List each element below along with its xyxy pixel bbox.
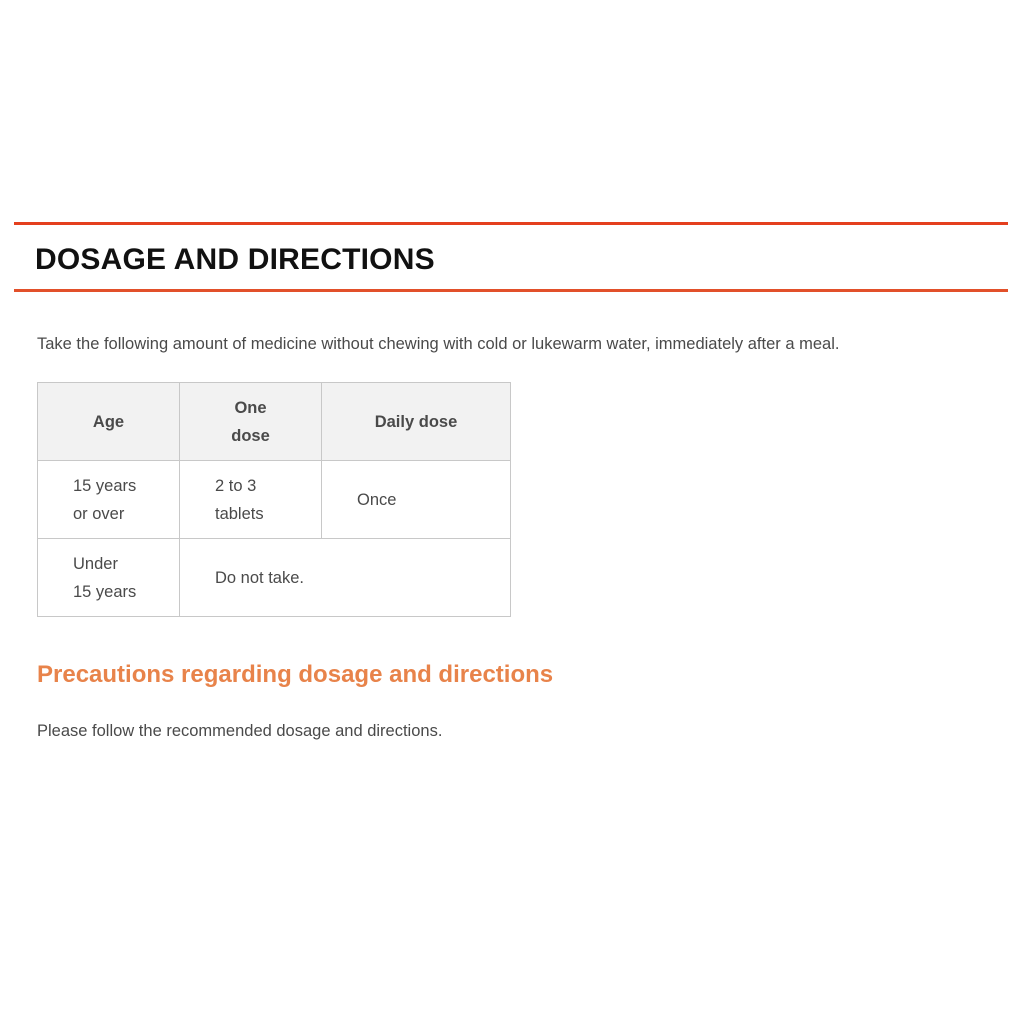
section-title: DOSAGE AND DIRECTIONS <box>35 243 435 276</box>
header-age: Age <box>38 383 180 461</box>
table-header-row <box>38 383 511 461</box>
cell-age: Under 15 years <box>38 539 180 617</box>
precautions-text: Please follow the recommended dosage and directions. <box>37 722 443 740</box>
header-daily-dose: Daily dose <box>322 383 511 461</box>
intro-text: Take the following amount of medicine without chewing with cold or lukewarm water, immediately after a meal. <box>37 335 840 353</box>
table-row <box>38 461 511 539</box>
table-row <box>38 539 511 617</box>
cell-daily-dose: Once <box>322 461 511 539</box>
precautions-heading: Precautions regarding dosage and directions <box>37 661 554 688</box>
section-header <box>14 222 1008 292</box>
dosage-table <box>37 382 511 617</box>
cell-dosage-note: Do not take. <box>180 539 511 617</box>
cell-one-dose: 2 to 3 tablets <box>180 461 322 539</box>
cell-age: 15 years or over <box>38 461 180 539</box>
header-one-dose: One dose <box>180 383 322 461</box>
